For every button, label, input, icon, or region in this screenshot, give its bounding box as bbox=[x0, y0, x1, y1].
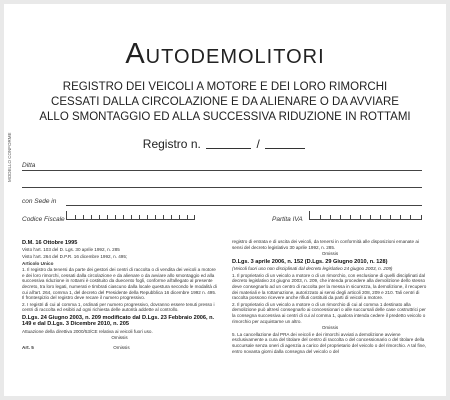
subtitle-line-1: REGISTRO DEI VEICOLI A MOTORE E DEI LORO RIMORCHI bbox=[62, 81, 388, 93]
right-paragraph-2: 2. Il proprietario di un veicolo a motore o di un rimorchio di cui al comma 1 destinato alla demolizione può altresì consegnarlo ai concessionari o alle succursali delle case costruttrici per la consegna successiva ai centri di cui al comma 1, qualora intenda cedere il predetto veicolo o rimorchio per acquistarne un altro. bbox=[232, 301, 426, 324]
dlgs-152-heading: D.Lgs. 3 aprile 2006, n. 152 (D.Lgs. 29 Giugno 2010, n. 128) bbox=[232, 258, 388, 265]
dm-ref-1: Visto l'art. 103 del D. Lgs. 30 aprile 1992, n. 285 bbox=[22, 247, 120, 253]
registro-number-row bbox=[4, 137, 446, 151]
right-paragraph-top: registro di entrata e di uscita dei veicoli, da tenersi in conformità alle disposizioni emanate ai sensi del decreto legislativo 30 aprile 1992, n. 285. bbox=[232, 239, 419, 250]
cf-label: Codice Fiscale bbox=[22, 216, 65, 223]
partita-iva-field[interactable] bbox=[309, 211, 422, 220]
dm-heading: D.M. 16 Ottobre 1995 bbox=[22, 240, 78, 246]
dlgs-152-subtitle: (Veicoli fuori uso non disciplinati dal decreto legislativo 24 giugno 2003, n. 209) bbox=[232, 266, 393, 272]
omissis-left-2: Omissis bbox=[113, 344, 130, 350]
subtitle-line-2: CESSATI DALLA CIRCOLAZIONE E DA ALIENARE O DA AVVIARE bbox=[51, 96, 399, 108]
omissis-right-2: Omissis bbox=[321, 325, 339, 331]
dlgs-209-heading: D.Lgs. 24 Giugno 2003, n. 209 modificato dal D.Lgs. 23 Febbraio 2006, n. 149 e dal D.Lgs. 3 Dicembre 2010, n. 205 bbox=[22, 314, 215, 328]
registro-year-field[interactable] bbox=[265, 138, 305, 149]
subtitle-line-3: ALLO SMONTAGGIO ED ALLA SUCCESSIVA RIDUZIONE IN ROTTAMI bbox=[39, 111, 411, 123]
left-paragraph-1: 1. Il registro da tenersi da parte dei gestori dei centri di raccolta o di vendita dei veicoli a motore e dei loro rimorchi, cessati dalla circolazione e da alienare o da avviare allo smontaggio ed alla successiva riduzione in rottami è costituito da duecento fogli, conforme all'allegato al presente decreto, tra loro legati, numerati e timbrati ciascuno dalla locale questura secondo le modalità di cui all'art. 264, comma 1, del decreto del Presidente della Repubblica 16 dicembre 1992 n. 495. Il frontespizio del registro deve recare il numero progressivo. bbox=[22, 267, 217, 301]
right-paragraph-1: 1. Il proprietario di un veicolo a motore o di un rimorchio, con esclusione di quelli disciplinati dal decreto legislativo 24 giugno 2003, n. 209, che intenda procedere alla demolizione dello stesso deve consegnarlo ad un centro di raccolta per la messa in sicurezza, la demolizione, il recupero dei materiali e la rottamazione, autorizzato ai sensi degli articoli 208, 209 e 210. Tali centri di raccolta possono ricevere anche rifiuti costituiti da parti di veicoli a motore. bbox=[232, 272, 427, 301]
right-paragraph-3: 5. La cancellazione dal PRA dei veicoli e dei rimorchi avviati a demolizione avviene esclusivamente a cura del titolare del centro di raccolta o del concessionario o del titolare della succursale senza oneri di agenzia a carico del proprietario del veicolo o del rimorchio. A tal fine, entro novanta giorni dalla consegna del veicolo o del bbox=[232, 331, 427, 354]
sede-label: con Sede in bbox=[22, 198, 57, 205]
register-subtitle bbox=[4, 80, 446, 125]
iva-label: Partita IVA bbox=[272, 216, 303, 223]
page-title: Autodemolitori bbox=[125, 38, 325, 70]
omissis-right-1: Omissis bbox=[321, 251, 339, 257]
dm-ref-2: Visto l'art. 264 del D.P.R. 16 dicembre 1992, n. 495; bbox=[22, 254, 128, 259]
ditta-label: Ditta bbox=[22, 162, 36, 169]
dlgs-209-note: Attuazione della direttiva 2000/53/CE relativa ai veicoli fuori uso. bbox=[22, 328, 153, 334]
registro-number-field[interactable] bbox=[206, 138, 251, 149]
registro-separator: / bbox=[256, 137, 260, 151]
left-column bbox=[22, 238, 217, 351]
codice-fiscale-field[interactable] bbox=[66, 211, 195, 220]
ditta-field[interactable] bbox=[22, 169, 422, 171]
document-page bbox=[4, 4, 446, 396]
side-note: MODELLO CONFORME bbox=[7, 132, 12, 182]
omissis-left-1: Omissis bbox=[111, 335, 128, 341]
articolo-unico: Articolo Unico bbox=[22, 260, 54, 266]
art-5-label: Art. 5 bbox=[22, 344, 34, 350]
sede-field[interactable] bbox=[66, 204, 422, 206]
right-column bbox=[232, 238, 428, 355]
ditta-field-2[interactable] bbox=[22, 186, 422, 188]
registro-label: Registro n. bbox=[142, 137, 201, 151]
left-paragraph-2: 2. I registri di cui al comma 1, ordinati per numero progressivo, dovranno essere tenuti presso i centri di raccolta ed esibiti ad ogni richiesta delle autorità addette al controllo. bbox=[22, 301, 215, 313]
